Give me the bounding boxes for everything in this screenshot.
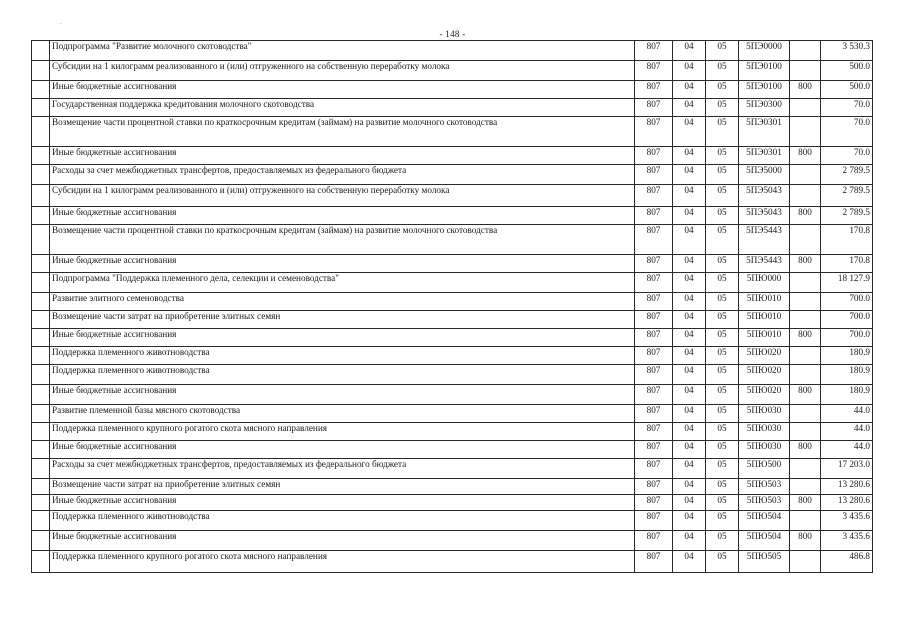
row-blank-cell: [32, 255, 50, 273]
row-name: Иные бюджетные ассигнования: [50, 385, 635, 405]
row-section-code: 04: [673, 495, 706, 511]
row-blank-cell: [32, 459, 50, 479]
table-row: [32, 293, 873, 311]
row-section-code: 04: [673, 365, 706, 385]
row-amount: 700.0: [821, 311, 873, 329]
row-target-article: 5ПЮ503: [739, 495, 790, 511]
row-target-article: 5ПЭ5443: [739, 225, 790, 255]
row-target-article: 5ПЭ5443: [739, 255, 790, 273]
row-section-code: 04: [673, 293, 706, 311]
row-target-article: 5ПЮ010: [739, 311, 790, 329]
row-target-article: 5ПЮ030: [739, 423, 790, 441]
row-ministry-code: 807: [635, 207, 673, 225]
row-blank-cell: [32, 185, 50, 207]
row-amount: 500.0: [821, 81, 873, 99]
row-name: Иные бюджетные ассигнования: [50, 81, 635, 99]
row-expense-type: [790, 165, 821, 185]
row-target-article: 5ПЭ0301: [739, 147, 790, 165]
row-subsection-code: 05: [706, 479, 739, 495]
row-expense-type: [790, 273, 821, 293]
row-blank-cell: [32, 329, 50, 347]
row-name: Возмещение части процентной ставки по краткосрочным кредитам (займам) на развитие молочного скотоводства: [50, 225, 635, 255]
row-ministry-code: 807: [635, 311, 673, 329]
row-expense-type: [790, 41, 821, 61]
row-target-article: 5ПЮ010: [739, 293, 790, 311]
table-row: [32, 405, 873, 423]
row-ministry-code: 807: [635, 147, 673, 165]
row-target-article: 5ПЭ0300: [739, 99, 790, 117]
row-section-code: 04: [673, 99, 706, 117]
row-subsection-code: 05: [706, 365, 739, 385]
row-subsection-code: 05: [706, 225, 739, 255]
row-expense-type: [790, 405, 821, 423]
row-expense-type: [790, 61, 821, 81]
row-blank-cell: [32, 147, 50, 165]
row-name: Иные бюджетные ассигнования: [50, 329, 635, 347]
row-ministry-code: 807: [635, 459, 673, 479]
row-blank-cell: [32, 347, 50, 365]
row-target-article: 5ПЭ5043: [739, 207, 790, 225]
row-amount: 180.9: [821, 365, 873, 385]
row-amount: 18 127.9: [821, 273, 873, 293]
row-ministry-code: 807: [635, 347, 673, 365]
row-subsection-code: 05: [706, 347, 739, 365]
row-name: Подпрограмма "Развитие молочного скотоводства": [50, 41, 635, 61]
row-ministry-code: 807: [635, 441, 673, 459]
row-blank-cell: [32, 495, 50, 511]
row-expense-type: [790, 117, 821, 147]
row-section-code: 04: [673, 225, 706, 255]
table-row: [32, 385, 873, 405]
row-amount: 3 435.6: [821, 531, 873, 551]
row-ministry-code: 807: [635, 165, 673, 185]
row-blank-cell: [32, 117, 50, 147]
row-target-article: 5ПЮ504: [739, 511, 790, 531]
row-target-article: 5ПЮ010: [739, 329, 790, 347]
row-amount: 700.0: [821, 329, 873, 347]
table-row: [32, 185, 873, 207]
row-ministry-code: 807: [635, 61, 673, 81]
row-amount: 170.8: [821, 255, 873, 273]
row-expense-type: [790, 99, 821, 117]
row-name: Развитие племенной базы мясного скотоводства: [50, 405, 635, 423]
row-subsection-code: 05: [706, 385, 739, 405]
table-row: [32, 495, 873, 511]
row-blank-cell: [32, 273, 50, 293]
row-target-article: 5ПЮ503: [739, 479, 790, 495]
row-amount: 2 789.5: [821, 207, 873, 225]
row-expense-type: [790, 511, 821, 531]
row-subsection-code: 05: [706, 273, 739, 293]
row-section-code: 04: [673, 405, 706, 423]
row-section-code: 04: [673, 117, 706, 147]
row-section-code: 04: [673, 423, 706, 441]
row-ministry-code: 807: [635, 273, 673, 293]
table-row: [32, 441, 873, 459]
row-ministry-code: 807: [635, 551, 673, 573]
row-name: Иные бюджетные ассигнования: [50, 255, 635, 273]
row-name: Возмещение части затрат на приобретение элитных семян: [50, 479, 635, 495]
row-name: Субсидии на 1 килограмм реализованного и (или) отгруженного на собственную переработку молока: [50, 185, 635, 207]
row-expense-type: [790, 185, 821, 207]
row-target-article: 5ПЮ030: [739, 441, 790, 459]
row-subsection-code: 05: [706, 99, 739, 117]
row-name: Расходы за счет межбюджетных трансфертов, предоставляемых из федерального бюджета: [50, 165, 635, 185]
row-target-article: 5ПЭ5043: [739, 185, 790, 207]
row-target-article: 5ПЭ0100: [739, 81, 790, 99]
row-section-code: 04: [673, 255, 706, 273]
row-section-code: 04: [673, 165, 706, 185]
row-target-article: 5ПЮ504: [739, 531, 790, 551]
row-target-article: 5ПЭ0100: [739, 61, 790, 81]
table-row: [32, 365, 873, 385]
table-row: [32, 207, 873, 225]
table-row: [32, 511, 873, 531]
row-expense-type: [790, 225, 821, 255]
table-row: [32, 531, 873, 551]
row-subsection-code: 05: [706, 147, 739, 165]
row-ministry-code: 807: [635, 293, 673, 311]
table-row: [32, 273, 873, 293]
row-amount: 500.0: [821, 61, 873, 81]
row-amount: 44.0: [821, 423, 873, 441]
scan-mark: .: [60, 20, 62, 26]
table-row: [32, 81, 873, 99]
row-section-code: 04: [673, 207, 706, 225]
row-name: Иные бюджетные ассигнования: [50, 495, 635, 511]
row-expense-type: 800: [790, 329, 821, 347]
row-target-article: 5ПЮ020: [739, 347, 790, 365]
budget-table: [31, 40, 873, 573]
row-section-code: 04: [673, 531, 706, 551]
row-expense-type: [790, 293, 821, 311]
row-target-article: 5ПЭ0000: [739, 41, 790, 61]
row-expense-type: 800: [790, 441, 821, 459]
row-ministry-code: 807: [635, 255, 673, 273]
row-expense-type: [790, 479, 821, 495]
row-blank-cell: [32, 405, 50, 423]
row-blank-cell: [32, 365, 50, 385]
row-target-article: 5ПЮ000: [739, 273, 790, 293]
table-row: [32, 165, 873, 185]
row-subsection-code: 05: [706, 165, 739, 185]
row-subsection-code: 05: [706, 511, 739, 531]
row-expense-type: 800: [790, 255, 821, 273]
row-target-article: 5ПЮ505: [739, 551, 790, 573]
row-target-article: 5ПЭ0301: [739, 117, 790, 147]
row-ministry-code: 807: [635, 405, 673, 423]
row-blank-cell: [32, 99, 50, 117]
row-section-code: 04: [673, 41, 706, 61]
row-ministry-code: 807: [635, 117, 673, 147]
row-ministry-code: 807: [635, 423, 673, 441]
row-blank-cell: [32, 311, 50, 329]
row-amount: 70.0: [821, 117, 873, 147]
row-subsection-code: 05: [706, 81, 739, 99]
budget-table-body: [32, 41, 873, 573]
row-expense-type: 800: [790, 147, 821, 165]
row-name: Иные бюджетные ассигнования: [50, 531, 635, 551]
row-name: Иные бюджетные ассигнования: [50, 147, 635, 165]
row-subsection-code: 05: [706, 41, 739, 61]
row-section-code: 04: [673, 273, 706, 293]
row-amount: 2 789.5: [821, 165, 873, 185]
row-ministry-code: 807: [635, 99, 673, 117]
row-expense-type: [790, 365, 821, 385]
row-section-code: 04: [673, 385, 706, 405]
row-blank-cell: [32, 165, 50, 185]
row-name: Поддержка племенного животноводства: [50, 511, 635, 531]
row-section-code: 04: [673, 311, 706, 329]
row-section-code: 04: [673, 441, 706, 459]
row-blank-cell: [32, 441, 50, 459]
row-blank-cell: [32, 511, 50, 531]
row-ministry-code: 807: [635, 479, 673, 495]
row-ministry-code: 807: [635, 495, 673, 511]
table-row: [32, 423, 873, 441]
row-ministry-code: 807: [635, 185, 673, 207]
row-ministry-code: 807: [635, 511, 673, 531]
table-row: [32, 41, 873, 61]
row-subsection-code: 05: [706, 117, 739, 147]
row-section-code: 04: [673, 551, 706, 573]
row-ministry-code: 807: [635, 225, 673, 255]
row-section-code: 04: [673, 61, 706, 81]
row-subsection-code: 05: [706, 551, 739, 573]
row-amount: 180.9: [821, 385, 873, 405]
row-name: Иные бюджетные ассигнования: [50, 441, 635, 459]
row-name: Подпрограмма "Поддержка племенного дела, селекции и семеноводства": [50, 273, 635, 293]
row-subsection-code: 05: [706, 423, 739, 441]
row-blank-cell: [32, 81, 50, 99]
row-amount: 700.0: [821, 293, 873, 311]
row-amount: 180.9: [821, 347, 873, 365]
row-amount: 2 789.5: [821, 185, 873, 207]
page-number: - 148 -: [439, 29, 466, 39]
row-amount: 3 530.3: [821, 41, 873, 61]
row-name: Поддержка племенного животноводства: [50, 365, 635, 385]
row-section-code: 04: [673, 459, 706, 479]
row-blank-cell: [32, 551, 50, 573]
row-expense-type: 800: [790, 385, 821, 405]
row-expense-type: [790, 311, 821, 329]
row-name: Субсидии на 1 килограмм реализованного и (или) отгруженного на собственную переработку молока: [50, 61, 635, 81]
row-section-code: 04: [673, 185, 706, 207]
row-ministry-code: 807: [635, 531, 673, 551]
row-subsection-code: 05: [706, 329, 739, 347]
row-amount: 70.0: [821, 147, 873, 165]
row-name: Расходы за счет межбюджетных трансфертов, предоставляемых из федерального бюджета: [50, 459, 635, 479]
row-amount: 13 280.6: [821, 495, 873, 511]
row-subsection-code: 05: [706, 185, 739, 207]
row-name: Возмещение части процентной ставки по краткосрочным кредитам (займам) на развитие молочного скотоводства: [50, 117, 635, 147]
row-name: Возмещение части затрат на приобретение элитных семян: [50, 311, 635, 329]
row-subsection-code: 05: [706, 311, 739, 329]
row-target-article: 5ПЭ5000: [739, 165, 790, 185]
table-row: [32, 459, 873, 479]
row-target-article: 5ПЮ020: [739, 385, 790, 405]
row-section-code: 04: [673, 511, 706, 531]
row-amount: 44.0: [821, 405, 873, 423]
row-name: Поддержка племенного крупного рогатого скота мясного направления: [50, 423, 635, 441]
row-section-code: 04: [673, 329, 706, 347]
table-row: [32, 147, 873, 165]
row-amount: 170.8: [821, 225, 873, 255]
row-ministry-code: 807: [635, 81, 673, 99]
row-blank-cell: [32, 207, 50, 225]
row-amount: 44.0: [821, 441, 873, 459]
row-section-code: 04: [673, 347, 706, 365]
row-expense-type: [790, 347, 821, 365]
row-ministry-code: 807: [635, 385, 673, 405]
row-subsection-code: 05: [706, 61, 739, 81]
row-expense-type: [790, 551, 821, 573]
row-blank-cell: [32, 61, 50, 81]
row-subsection-code: 05: [706, 441, 739, 459]
table-row: [32, 61, 873, 81]
row-blank-cell: [32, 531, 50, 551]
row-expense-type: 800: [790, 495, 821, 511]
row-expense-type: [790, 459, 821, 479]
row-subsection-code: 05: [706, 405, 739, 423]
table-row: [32, 479, 873, 495]
row-target-article: 5ПЮ500: [739, 459, 790, 479]
row-subsection-code: 05: [706, 459, 739, 479]
row-ministry-code: 807: [635, 41, 673, 61]
row-amount: 70.0: [821, 99, 873, 117]
row-amount: 13 280.6: [821, 479, 873, 495]
table-row: [32, 347, 873, 365]
row-target-article: 5ПЮ030: [739, 405, 790, 423]
table-row: [32, 117, 873, 147]
table-row: [32, 329, 873, 347]
row-blank-cell: [32, 385, 50, 405]
table-row: [32, 99, 873, 117]
row-name: Поддержка племенного животноводства: [50, 347, 635, 365]
row-blank-cell: [32, 293, 50, 311]
row-section-code: 04: [673, 479, 706, 495]
row-amount: 3 435.6: [821, 511, 873, 531]
row-expense-type: 800: [790, 531, 821, 551]
table-row: [32, 551, 873, 573]
row-subsection-code: 05: [706, 255, 739, 273]
row-subsection-code: 05: [706, 495, 739, 511]
row-name: Поддержка племенного крупного рогатого скота мясного направления: [50, 551, 635, 573]
row-amount: 486.8: [821, 551, 873, 573]
row-subsection-code: 05: [706, 293, 739, 311]
row-name: Развитие элитного семеноводства: [50, 293, 635, 311]
row-subsection-code: 05: [706, 207, 739, 225]
table-row: [32, 255, 873, 273]
row-subsection-code: 05: [706, 531, 739, 551]
row-blank-cell: [32, 423, 50, 441]
row-expense-type: 800: [790, 81, 821, 99]
row-expense-type: 800: [790, 207, 821, 225]
row-name: Государственная поддержка кредитования молочного скотоводства: [50, 99, 635, 117]
row-section-code: 04: [673, 81, 706, 99]
row-blank-cell: [32, 41, 50, 61]
table-row: [32, 225, 873, 255]
row-blank-cell: [32, 225, 50, 255]
row-ministry-code: 807: [635, 329, 673, 347]
table-row: [32, 311, 873, 329]
row-ministry-code: 807: [635, 365, 673, 385]
row-amount: 17 203.0: [821, 459, 873, 479]
row-name: Иные бюджетные ассигнования: [50, 207, 635, 225]
row-expense-type: [790, 423, 821, 441]
row-blank-cell: [32, 479, 50, 495]
row-target-article: 5ПЮ020: [739, 365, 790, 385]
row-section-code: 04: [673, 147, 706, 165]
